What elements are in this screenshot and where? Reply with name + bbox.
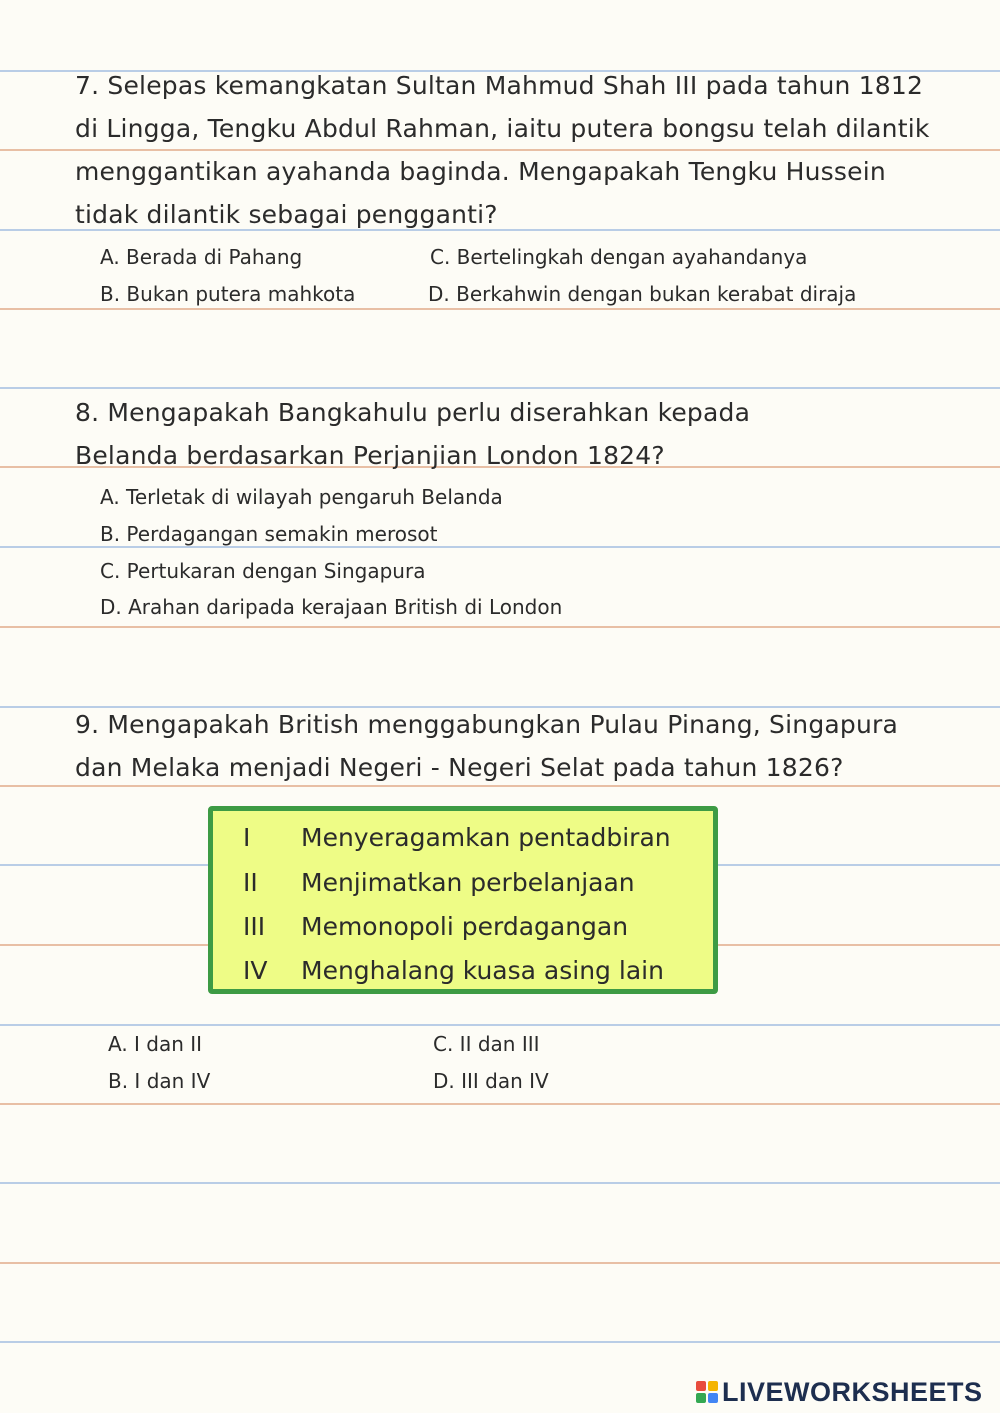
statement-2	[243, 861, 635, 905]
liveworksheets-logo	[696, 1376, 983, 1408]
logo-square	[696, 1381, 706, 1391]
statement-text: Menyeragamkan pentadbiran	[301, 823, 671, 852]
rule-line	[0, 1103, 1000, 1105]
rule-line	[0, 1182, 1000, 1184]
q7-option-d[interactable]: D. Berkahwin dengan bukan kerabat diraja	[428, 282, 857, 306]
q7-option-a[interactable]: A. Berada di Pahang	[100, 245, 303, 269]
logo-square	[708, 1381, 718, 1391]
question-9-text: 9. Mengapakah British menggabungkan Pulau Pinang, Singapura dan Melaka menjadi Negeri - Negeri Selat pada tahun 1826?	[75, 710, 899, 782]
logo-grid-icon	[696, 1381, 718, 1403]
statements-box	[208, 806, 718, 994]
statement-numeral: II	[243, 868, 258, 897]
q9-option-c[interactable]: C. II dan III	[433, 1032, 540, 1056]
q8-option-b[interactable]: B. Perdagangan semakin merosot	[100, 522, 438, 546]
rule-line	[0, 387, 1000, 389]
statement-numeral: III	[243, 912, 266, 941]
q9-option-b[interactable]: B. I dan IV	[108, 1069, 211, 1093]
logo-square	[696, 1393, 706, 1403]
statement-numeral: I	[243, 823, 251, 852]
statement-3	[243, 905, 628, 949]
statement-1	[243, 816, 671, 860]
statement-4	[243, 949, 664, 993]
statement-text: Memonopoli perdagangan	[301, 912, 629, 941]
logo-square	[708, 1393, 718, 1403]
question-8-text: 8. Mengapakah Bangkahulu perlu diserahkan kepada Belanda berdasarkan Perjanjian London 1824?	[75, 398, 751, 470]
rule-line	[0, 1262, 1000, 1264]
q9-option-d[interactable]: D. III dan IV	[433, 1069, 549, 1093]
q8-option-d[interactable]: D. Arahan daripada kerajaan British di London	[100, 595, 563, 619]
statement-text: Menghalang kuasa asing lain	[301, 956, 664, 985]
q8-option-c[interactable]: C. Pertukaran dengan Singapura	[100, 559, 426, 583]
statement-numeral: IV	[243, 956, 268, 985]
statement-text: Menjimatkan perbelanjaan	[301, 868, 635, 897]
q9-option-a[interactable]: A. I dan II	[108, 1032, 203, 1056]
rule-line	[0, 626, 1000, 628]
q7-option-b[interactable]: B. Bukan putera mahkota	[100, 282, 356, 306]
question-7-text: 7. Selepas kemangkatan Sultan Mahmud Shah III pada tahun 1812 di Lingga, Tengku Abdul Rahman, iaitu putera bongsu telah dilantik menggantikan ayahanda baginda. Mengapakah Tengku Hussein tidak dilantik sebagai pengganti?	[75, 71, 930, 229]
q8-option-a[interactable]: A. Terletak di wilayah pengaruh Belanda	[100, 485, 503, 509]
q7-option-c[interactable]: C. Bertelingkah dengan ayahandanya	[430, 245, 808, 269]
logo-text: LIVEWORKSHEETS	[722, 1376, 983, 1407]
rule-line	[0, 1341, 1000, 1343]
